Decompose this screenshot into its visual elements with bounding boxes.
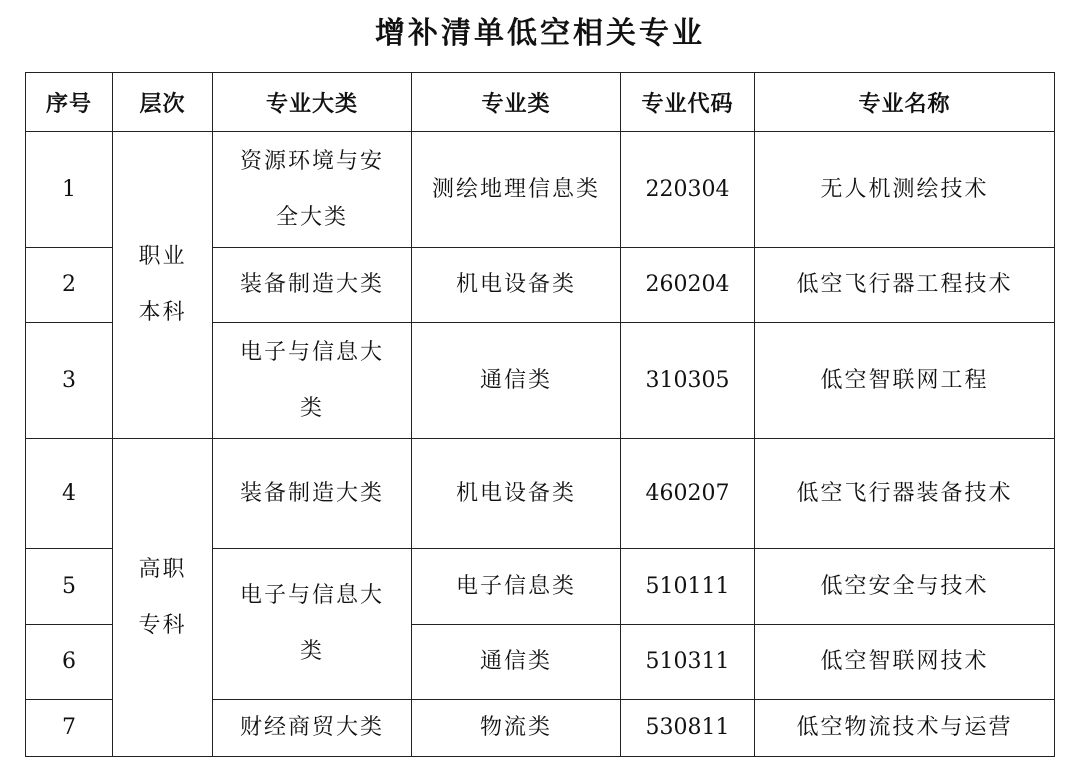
table-header-row [26, 73, 1055, 132]
header-code: 专业代码 [621, 73, 755, 132]
row-subclass: 测绘地理信息类 [412, 132, 621, 248]
row-index: 4 [26, 439, 113, 549]
row-subclass: 机电设备类 [412, 248, 621, 323]
header-major: 专业名称 [755, 73, 1055, 132]
row-subclass: 机电设备类 [412, 439, 621, 549]
header-level: 层次 [113, 73, 213, 132]
row-index: 3 [26, 323, 113, 439]
row-category: 电子与信息大 类 [213, 549, 412, 700]
row-subclass: 通信类 [412, 625, 621, 700]
header-subclass: 专业类 [412, 73, 621, 132]
row-category: 电子与信息大 类 [213, 323, 412, 439]
row-major: 低空安全与技术 [755, 549, 1055, 625]
level-vocational-bachelor: 职业 本科 [113, 132, 213, 439]
row-code: 310305 [621, 323, 755, 439]
row-code: 460207 [621, 439, 755, 549]
row-major: 低空智联网工程 [755, 323, 1055, 439]
row-index: 7 [26, 700, 113, 757]
row-index: 1 [26, 132, 113, 248]
row-code: 510111 [621, 549, 755, 625]
page-title: 增补清单低空相关专业 [375, 16, 705, 51]
row-major: 无人机测绘技术 [755, 132, 1055, 248]
row-subclass: 通信类 [412, 323, 621, 439]
row-code: 220304 [621, 132, 755, 248]
row-code: 260204 [621, 248, 755, 323]
level-higher-vocational: 高职 专科 [113, 439, 213, 757]
row-code: 510311 [621, 625, 755, 700]
row-index: 5 [26, 549, 113, 625]
header-index: 序号 [26, 73, 113, 132]
row-category: 装备制造大类 [213, 439, 412, 549]
table-row [26, 132, 1055, 248]
row-major: 低空飞行器装备技术 [755, 439, 1055, 549]
header-category: 专业大类 [213, 73, 412, 132]
row-code: 530811 [621, 700, 755, 757]
table-row [26, 439, 1055, 549]
row-category: 装备制造大类 [213, 248, 412, 323]
row-major: 低空物流技术与运营 [755, 700, 1055, 757]
row-major: 低空智联网技术 [755, 625, 1055, 700]
row-major: 低空飞行器工程技术 [755, 248, 1055, 323]
row-index: 2 [26, 248, 113, 323]
row-subclass: 物流类 [412, 700, 621, 757]
majors-table [25, 72, 1055, 757]
row-index: 6 [26, 625, 113, 700]
row-category: 财经商贸大类 [213, 700, 412, 757]
row-category: 资源环境与安 全大类 [213, 132, 412, 248]
row-subclass: 电子信息类 [412, 549, 621, 625]
